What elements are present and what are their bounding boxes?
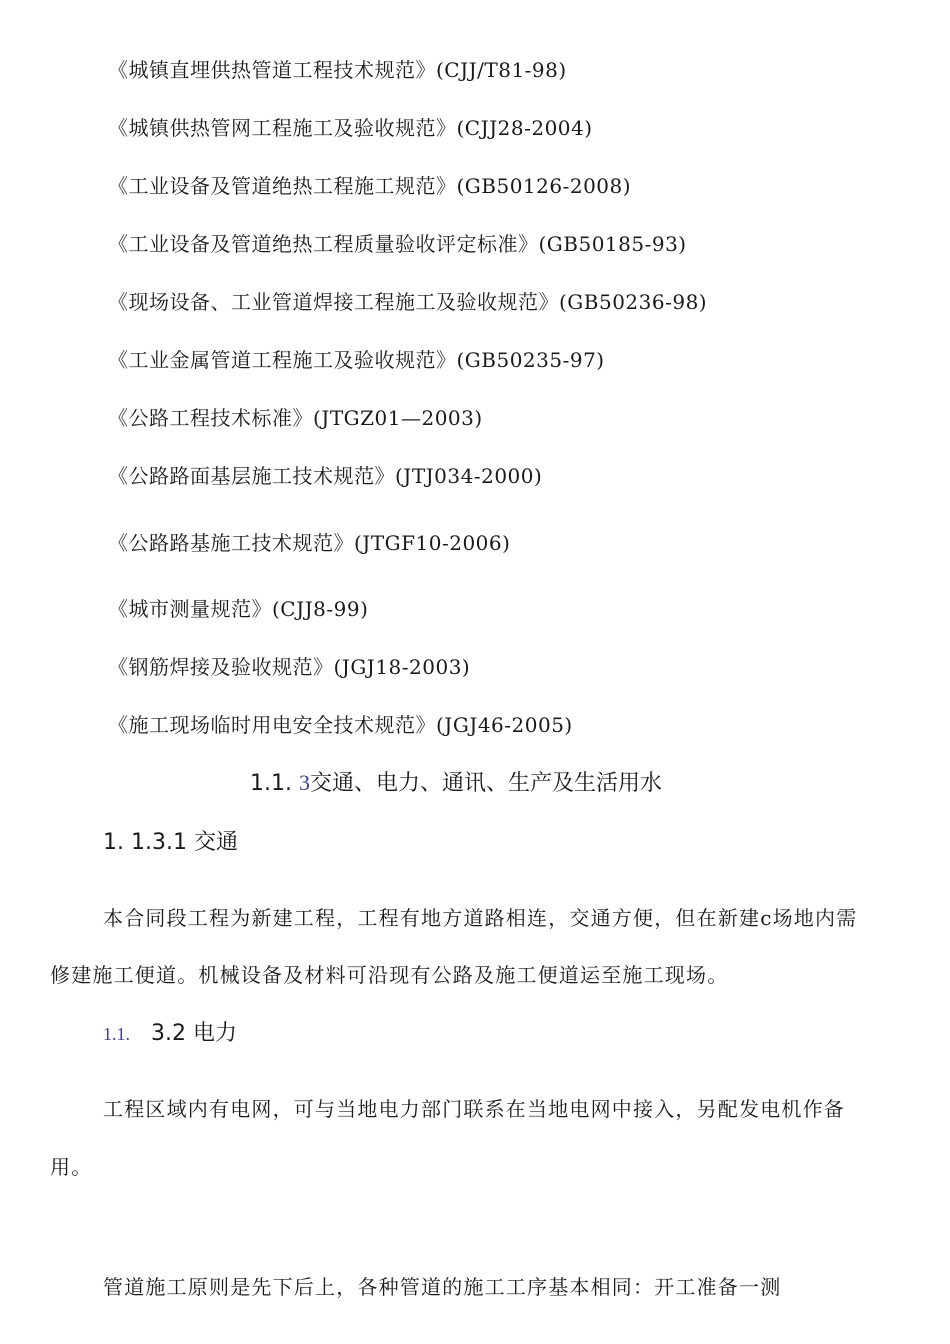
power-paragraph-line-1: 工程区域内有电网，可与当地电力部门联系在当地电网中接入，另配发电机作备 bbox=[103, 1097, 845, 1121]
reference-item: 《城镇供热管网工程施工及验收规范》(CJJ28-2004) bbox=[108, 116, 593, 140]
traffic-paragraph-line-1: 本合同段工程为新建工程，工程有地方道路相连，交通方便，但在新建c场地内需 bbox=[103, 906, 858, 930]
reference-item: 《公路路面基层施工技术规范》(JTJ034-2000) bbox=[108, 464, 543, 488]
reference-item: 《现场设备、工业管道焊接工程施工及验收规范》(GB50236-98) bbox=[108, 290, 708, 314]
reference-item: 《工业设备及管道绝热工程质量验收评定标准》(GB50185-93) bbox=[108, 232, 687, 256]
section-heading-1-1-3 bbox=[250, 771, 662, 796]
subsection-heading-power bbox=[103, 1022, 237, 1046]
subsection-heading-traffic: 1. 1.3.1 交通 bbox=[103, 830, 238, 855]
section-number: 3 bbox=[298, 770, 310, 795]
reference-item: 《城镇直埋供热管道工程技术规范》(CJJ/T81-98) bbox=[108, 58, 567, 82]
subsection-title: 3.2 电力 bbox=[151, 1021, 237, 1046]
pipe-paragraph-line-1: 管道施工原则是先下后上，各种管道的施工工序基本相同：开工准备一测 bbox=[103, 1275, 782, 1299]
reference-item: 《钢筋焊接及验收规范》(JGJ18-2003) bbox=[108, 655, 471, 679]
traffic-paragraph-line-2: 修建施工便道。机械设备及材料可沿现有公路及施工便道运至施工现场。 bbox=[50, 963, 729, 987]
section-title: 交通、电力、通讯、生产及生活用水 bbox=[309, 771, 662, 796]
reference-item: 《公路路基施工技术规范》(JTGF10-2006) bbox=[108, 531, 511, 555]
reference-item: 《工业设备及管道绝热工程施工规范》(GB50126-2008) bbox=[108, 174, 632, 198]
section-prefix: 1.1. bbox=[250, 771, 292, 796]
reference-item: 《城市测量规范》(CJJ8-99) bbox=[108, 597, 369, 621]
power-paragraph-line-2: 用。 bbox=[50, 1155, 93, 1179]
subsection-prefix: 1.1. bbox=[103, 1024, 130, 1044]
reference-item: 《工业金属管道工程施工及验收规范》(GB50235-97) bbox=[108, 348, 605, 372]
reference-item: 《施工现场临时用电安全技术规范》(JGJ46-2005) bbox=[108, 713, 573, 737]
reference-item: 《公路工程技术标准》(JTGZ01—2003) bbox=[108, 406, 483, 430]
